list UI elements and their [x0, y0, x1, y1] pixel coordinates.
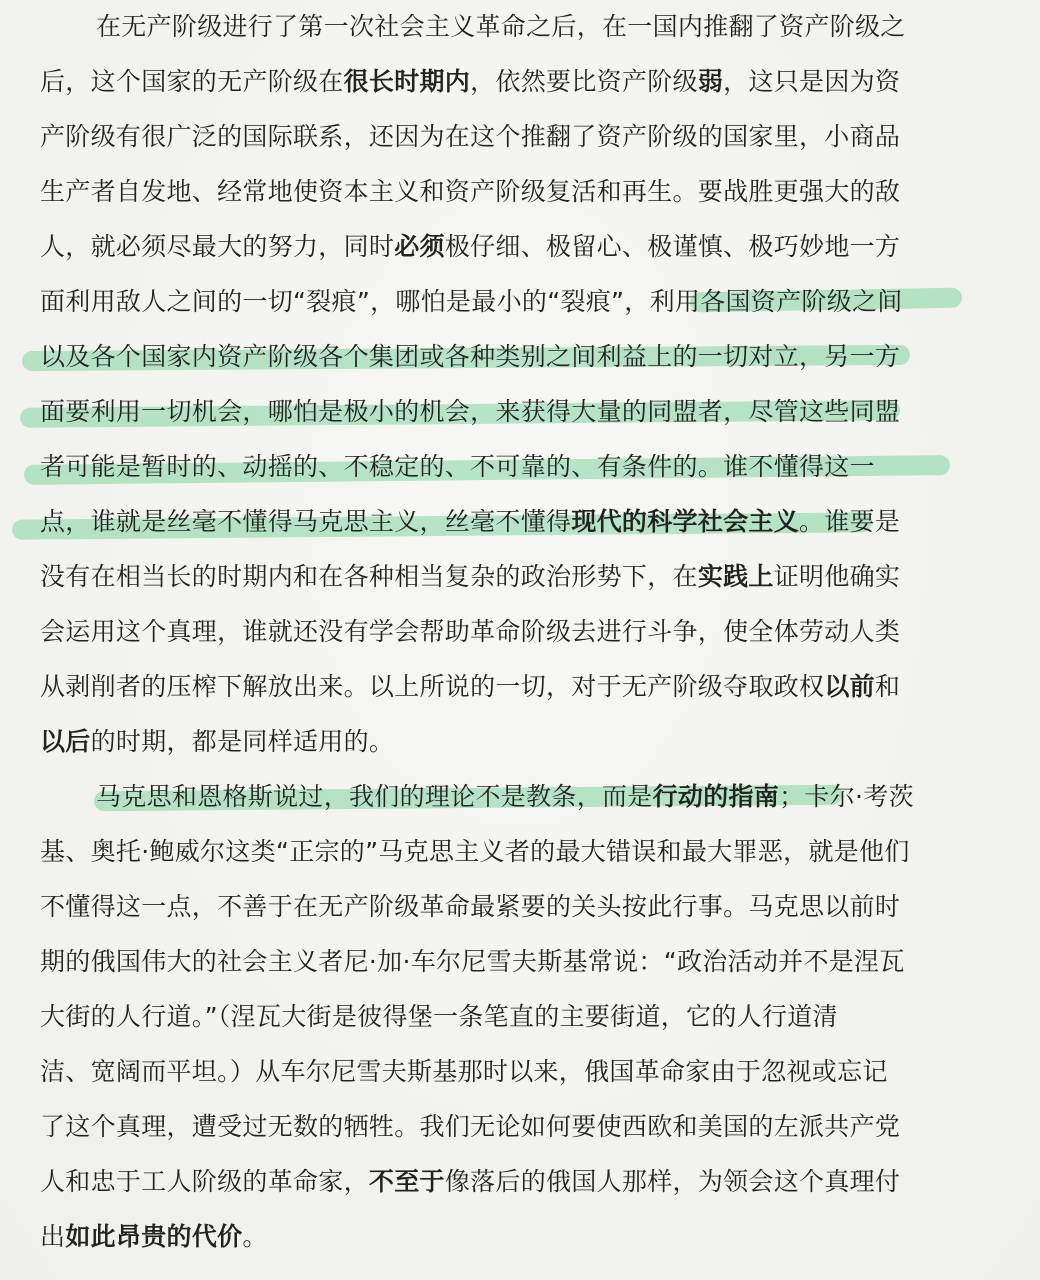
bold-text: 以后 — [40, 727, 91, 756]
bold-text: 必须 — [394, 232, 445, 261]
bold-text: 弱 — [697, 67, 724, 96]
text-line: 会运用这个真理，谁就还没有学会帮助革命阶级去进行斗争，使全体劳动人类 — [40, 617, 901, 646]
text-line: 从剥削者的压榨下解放出来。以上所说的一切，对于无产阶级夺取政权以前和 — [40, 672, 901, 701]
text-line: 生产者自发地、经常地使资本主义和资产阶级复活和再生。要战胜更强大的敌 — [40, 177, 901, 206]
text-line: 没有在相当长的时期内和在各种相当复杂的政治形势下，在实践上证明他确实 — [40, 562, 901, 591]
text-line: 人，就必须尽最大的努力，同时必须极仔细、极留心、极谨慎、极巧妙地一方 — [40, 232, 901, 261]
bold-text: 很长时期内 — [343, 67, 471, 96]
text-line: 面利用敌人之间的一切“裂痕”，哪怕是最小的“裂痕”，利用各国资产阶级之间 — [40, 287, 903, 316]
bold-text: 如此昂贵的代价 — [65, 1222, 243, 1251]
bold-text: 实践上 — [697, 562, 774, 591]
bold-text: 不至于 — [368, 1167, 445, 1196]
bold-text: 以前 — [824, 672, 875, 701]
text-line: 洁、宽阔而平坦。）从车尔尼雪夫斯基那时以来，俄国革命家由于忽视或忘记 — [40, 1057, 888, 1086]
text-line: 了这个真理，遭受过无数的牺牲。我们无论如何要使西欧和美国的左派共产党 — [40, 1112, 901, 1141]
text-line: 基、奥托·鲍威尔这类“正宗的”马克思主义者的最大错误和最大罪恶，就是他们 — [40, 837, 910, 866]
bold-text: 现代的科学社会主义 — [571, 507, 800, 536]
bold-text: 行动的指南 — [652, 782, 780, 811]
text-line: 大街的人行道。”（涅瓦大街是彼得堡一条笔直的主要街道，它的人行道清 — [40, 1002, 838, 1031]
text-line: 在无产阶级进行了第一次社会主义革命之后，在一国内推翻了资产阶级之 — [96, 12, 906, 41]
text-line: 期的俄国伟大的社会主义者尼·加·车尔尼雪夫斯基常说：“政治活动并不是涅瓦 — [40, 947, 905, 976]
text-line: 人和忠于工人阶级的革命家，不至于像落后的俄国人那样，为领会这个真理付 — [40, 1167, 901, 1196]
text-line: 者可能是暂时的、动摇的、不稳定的、不可靠的、有条件的。谁不懂得这一 — [40, 452, 875, 481]
text-line: 不懂得这一点，不善于在无产阶级革命最紧要的关头按此行事。马克思以前时 — [40, 892, 901, 921]
text-line: 后，这个国家的无产阶级在很长时期内，依然要比资产阶级弱，这只是因为资 — [40, 67, 901, 96]
text-line: 产阶级有很广泛的国际联系，还因为在这个推翻了资产阶级的国家里，小商品 — [40, 122, 901, 151]
text-line: 面要利用一切机会，哪怕是极小的机会，来获得大量的同盟者，尽管这些同盟 — [40, 397, 901, 426]
text-line: 马克思和恩格斯说过，我们的理论不是教条，而是行动的指南；卡尔·考茨 — [96, 782, 914, 811]
text-line: 出如此昂贵的代价。 — [40, 1222, 268, 1251]
text-line: 点，谁就是丝毫不懂得马克思主义，丝毫不懂得现代的科学社会主义。谁要是 — [40, 507, 901, 536]
text-line: 以及各个国家内资产阶级各个集团或各种类别之间利益上的一切对立，另一方 — [40, 342, 901, 371]
text-line: 以后的时期，都是同样适用的。 — [40, 727, 395, 756]
